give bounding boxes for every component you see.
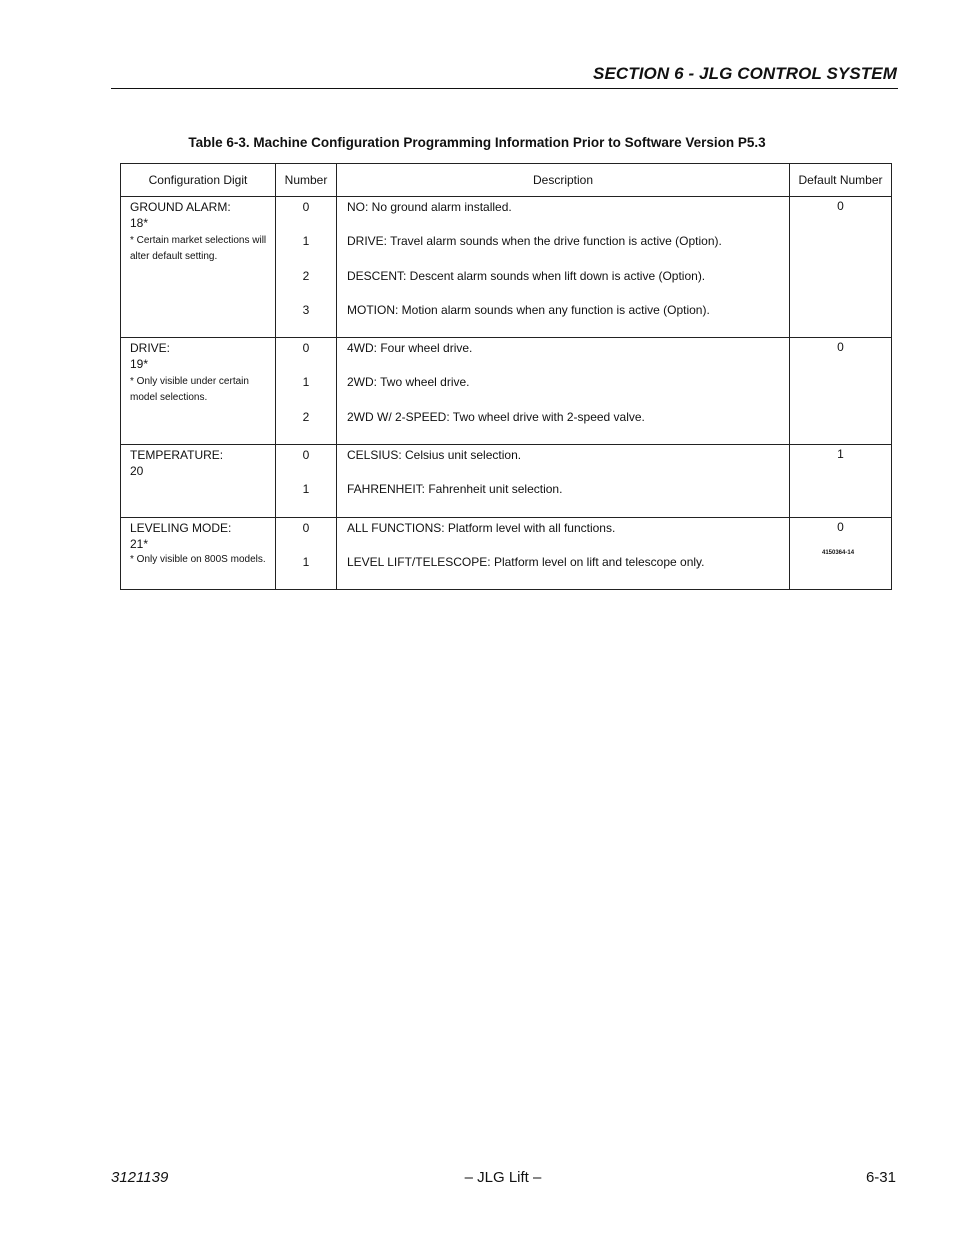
configuration-table	[120, 163, 892, 590]
footer-document-number: 3121139	[111, 1169, 169, 1186]
number-cell	[276, 445, 337, 518]
description-cell	[337, 338, 790, 445]
description-cell	[337, 517, 790, 590]
column-header-number: Number	[276, 164, 337, 197]
figure-reference: 4150364-14	[822, 550, 855, 556]
table-title: Table 6-3. Machine Configuration Programming Information Prior to Software Version P5.3	[188, 135, 766, 150]
config-label: LEVELING MODE:	[130, 520, 232, 535]
table-row	[121, 517, 892, 590]
default-number-cell: 0	[790, 517, 892, 590]
footer-page-number: 6-31	[865, 1169, 896, 1186]
description-cell	[337, 197, 790, 338]
number-cell	[276, 517, 337, 590]
column-header-description: Description	[337, 164, 790, 197]
config-digit: 19*	[130, 357, 149, 372]
header-rule	[111, 88, 898, 89]
option-description: FAHRENHEIT: Fahrenheit unit selection.	[347, 482, 563, 497]
config-label: DRIVE:	[130, 341, 171, 356]
configuration-digit-cell	[121, 517, 276, 590]
option-number: 3	[302, 302, 310, 317]
config-note: * Only visible under certain model selections.	[130, 376, 249, 404]
default-number-cell: 0	[790, 197, 892, 338]
option-description: MOTION: Motion alarm sounds when any function is active (Option).	[347, 302, 710, 317]
configuration-digit-cell	[121, 197, 276, 338]
option-description: LEVEL LIFT/TELESCOPE: Platform level on lift and telescope only.	[347, 554, 705, 569]
option-number: 0	[302, 341, 310, 356]
option-description: CELSIUS: Celsius unit selection.	[347, 448, 522, 463]
option-number: 2	[302, 409, 310, 424]
config-digit: 21*	[130, 536, 149, 551]
column-header-configuration-digit: Configuration Digit	[121, 164, 276, 197]
option-description: NO: No ground alarm installed.	[347, 200, 512, 214]
configuration-digit-cell	[121, 445, 276, 518]
config-digit: 20	[130, 464, 144, 479]
option-description: DRIVE: Travel alarm sounds when the drive function is active (Option).	[347, 234, 722, 249]
option-number: 0	[302, 520, 310, 535]
description-cell	[337, 445, 790, 518]
option-number: 1	[302, 234, 310, 249]
number-cell	[276, 338, 337, 445]
default-number-cell: 0	[790, 338, 892, 445]
option-description: ALL FUNCTIONS: Platform level with all functions.	[347, 520, 616, 535]
option-number: 1	[302, 482, 310, 497]
option-number: 0	[302, 200, 310, 214]
option-description: DESCENT: Descent alarm sounds when lift down is active (Option).	[347, 268, 706, 283]
option-number: 0	[302, 448, 310, 463]
config-label: TEMPERATURE:	[130, 448, 224, 463]
config-note: * Certain market selections will alter default setting.	[130, 235, 267, 262]
number-cell	[276, 197, 337, 338]
default-number-cell: 1	[790, 445, 892, 518]
configuration-digit-cell	[121, 338, 276, 445]
footer-brand: – JLG Lift –	[464, 1169, 542, 1186]
config-label: GROUND ALARM:	[130, 200, 231, 214]
option-description: 4WD: Four wheel drive.	[347, 341, 473, 356]
option-description: 2WD W/ 2-SPEED: Two wheel drive with 2-speed valve.	[347, 409, 645, 424]
table-row	[121, 338, 892, 445]
table-row	[121, 445, 892, 518]
option-number: 1	[302, 375, 310, 390]
config-note: * Only visible on 800S models.	[130, 553, 266, 565]
table-row	[121, 197, 892, 338]
option-number: 2	[302, 268, 310, 283]
column-header-default-number: Default Number	[790, 164, 892, 197]
option-description: 2WD: Two wheel drive.	[347, 375, 470, 390]
option-number: 1	[302, 554, 310, 569]
config-digit: 18*	[130, 216, 149, 230]
section-header: SECTION 6 - JLG CONTROL SYSTEM	[593, 64, 897, 83]
table-header-row	[121, 164, 892, 197]
